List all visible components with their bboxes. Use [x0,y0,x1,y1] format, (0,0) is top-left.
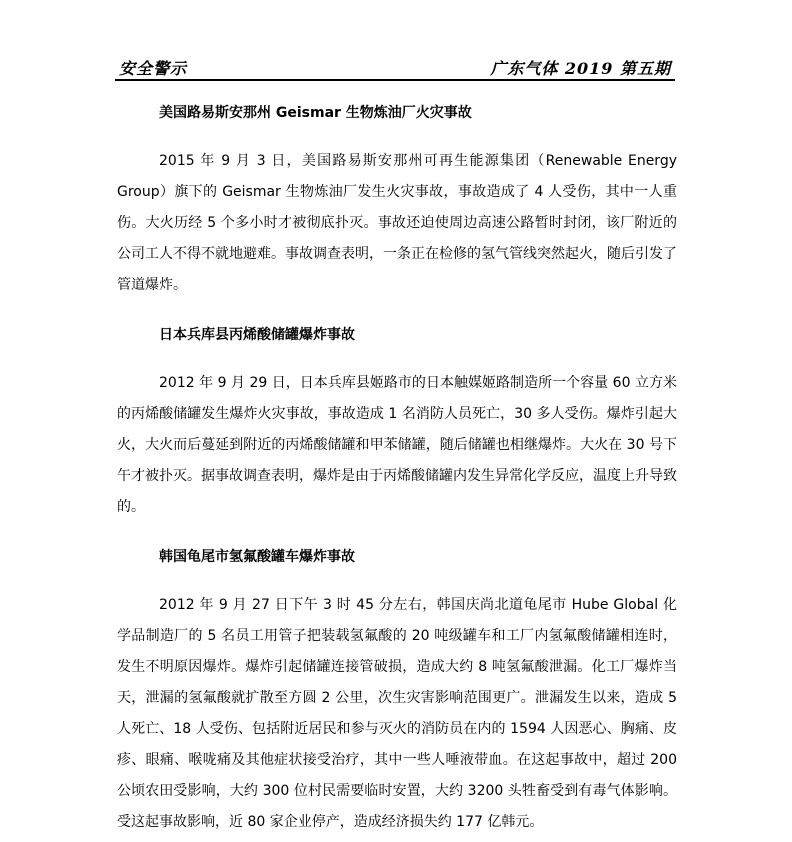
header-issue-label: 广东气体 2019 第五期 [490,59,671,78]
header-section-label: 安全警示 [119,59,188,78]
article-body [117,96,677,838]
section-1 [117,102,677,301]
section-3 [117,546,677,838]
section-paragraph: 2012 年 9 月 27 日下午 3 时 45 分左右，韩国庆尚北道龟尾市 Hube Global 化学品制造厂的 5 名员工用管子把装载氢氟酸的 20 吨级罐车和工厂内氢氟酸储罐相连时，发生不明原因爆炸。爆炸引起储罐连接管破损，造成大约 8 吨氢氟酸泄漏。化工厂爆炸当天，泄漏的氢氟酸就扩散至方圆 2 公里，次生灾害影响范围更广。泄漏发生以来，造成 5 人死亡、18 人受伤、包括附近居民和参与灭火的消防员在内的 1594 人因恶心、胸痛、皮疹、眼痛、喉咙痛及其他症状接受治疗，其中一些人唾液带血。在这起事故中，超过 200 公顷农田受影响，大约 300 位村民需要临时安置，大约 3200 头牲畜受到有毒气体影响。受这起事故影响，近 80 家企业停产，造成经济损失约 177 亿韩元。 [117,597,677,830]
section-title: 美国路易斯安那州 Geismar 生物炼油厂火灾事故 [159,105,472,121]
section-title: 韩国龟尾市氢氟酸罐车爆炸事故 [159,549,355,565]
section-paragraph: 2015 年 9 月 3 日，美国路易斯安那州可再生能源集团（Renewable Energy Group）旗下的 Geismar 生物炼油厂发生火灾事故，事故造成了 4 人受伤，其中一人重伤。大火历经 5 个多小时才被彻底扑灭。事故还迫使周边高速公路暂时封闭，该厂附近的公司工人不得不就地避难。事故调查表明，一条正在检修的氢气管线突然起火，随后引发了管道爆炸。 [117,153,677,293]
header-rule [115,79,675,81]
section-paragraph: 2012 年 9 月 29 日，日本兵库县姬路市的日本触媒姬路制造所一个容量 60 立方米的丙烯酸储罐发生爆炸火灾事故，事故造成 1 名消防人员死亡，30 多人受伤。爆炸引起大火，大火而后蔓延到附近的丙烯酸储罐和甲苯储罐，随后储罐也相继爆炸。大火在 30 号下午才被扑灭。据事故调查表明，爆炸是由于丙烯酸储罐内发生异常化学反应，温度上升导致的。 [117,375,677,515]
section-title: 日本兵库县丙烯酸储罐爆炸事故 [159,327,355,343]
page-header [115,54,675,80]
section-2 [117,324,677,523]
